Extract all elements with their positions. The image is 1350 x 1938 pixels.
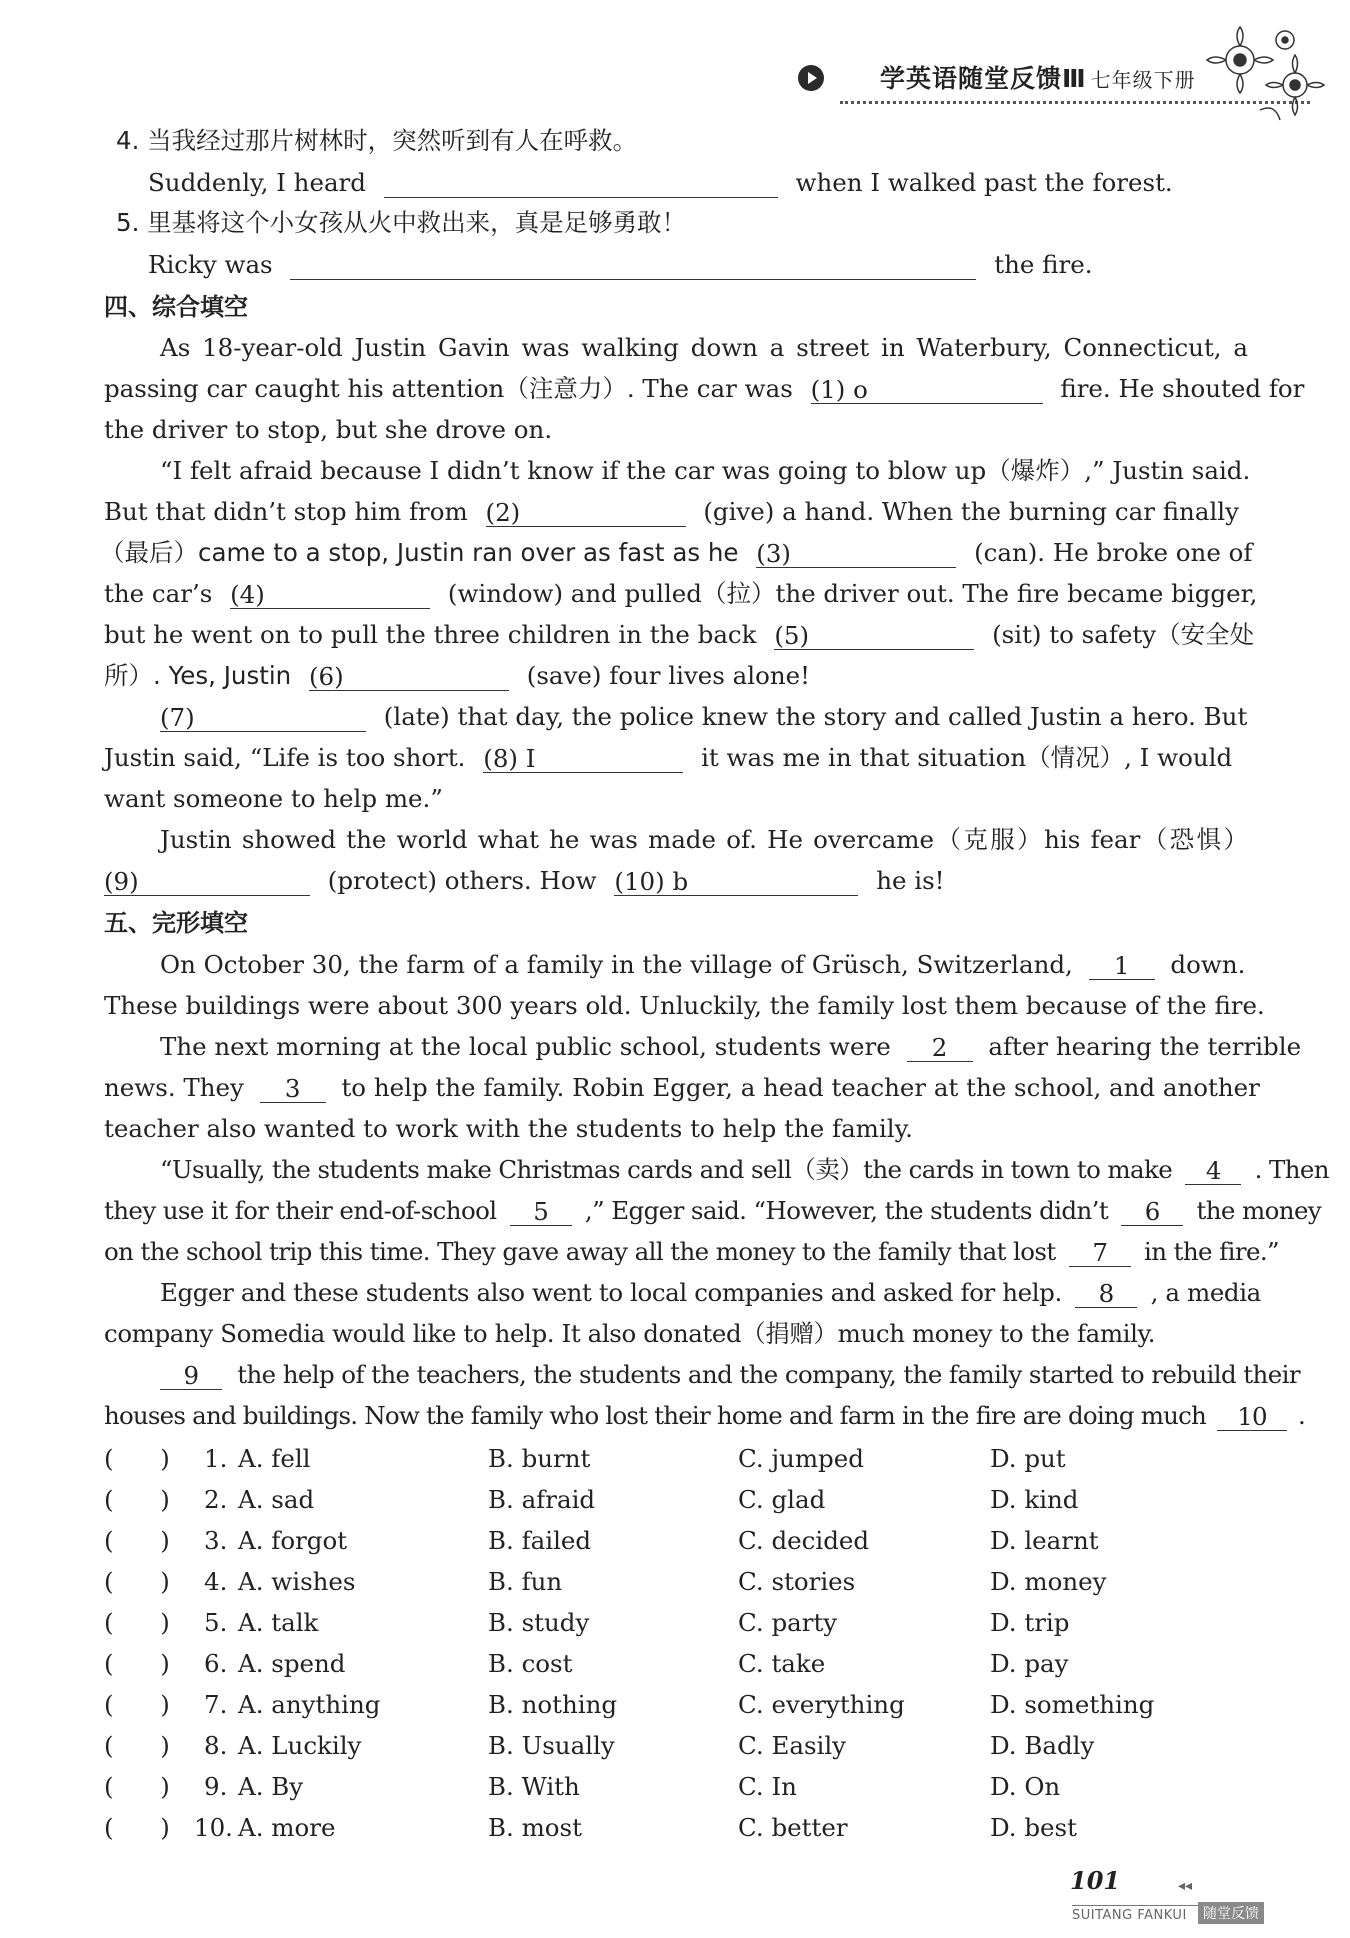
option-a[interactable]: A. Luckily [238, 1731, 362, 1760]
option-d[interactable]: D. On [990, 1772, 1061, 1801]
s4-text: (late) that day, the police knew the story and called Justin a hero. But [383, 702, 1248, 731]
s4-text: (sit) to safety（安全处 [992, 620, 1255, 649]
option-a[interactable]: A. spend [238, 1649, 346, 1678]
s5-text: they use it for their end-of-school [104, 1196, 497, 1225]
s5-p3-line1 [160, 1155, 1329, 1185]
s4-p4-line2 [104, 866, 945, 896]
s4-p1-line3: the driver to stop, but she drove on. [104, 415, 553, 444]
play-icon [798, 65, 824, 91]
s5-text: “Usually, the students make Christmas cards and sell（卖）the cards in town to make [160, 1155, 1173, 1184]
s4-p1-line2 [104, 374, 1304, 404]
s5-text: to help the family. Robin Egger, a head teacher at the school, and another [341, 1073, 1260, 1102]
section-4-heading: 四、综合填空 [104, 293, 248, 321]
answer-bracket[interactable]: ( ) [104, 1608, 170, 1637]
s4-text: (window) and pulled（拉）the driver out. The fire became bigger, [447, 579, 1258, 608]
s4-text: (save) four lives alone! [526, 661, 810, 690]
question-number: 3. [204, 1526, 228, 1555]
option-c[interactable]: C. glad [738, 1485, 826, 1514]
option-d[interactable]: D. kind [990, 1485, 1079, 1514]
cloze-blank-10[interactable]: 10 [1217, 1402, 1287, 1431]
series-title: 学英语随堂反馈 [880, 64, 1063, 93]
answer-bracket[interactable]: ( ) [104, 1772, 170, 1801]
option-c[interactable]: C. In [738, 1772, 797, 1801]
cloze-blank-6[interactable]: 6 [1121, 1197, 1183, 1226]
option-c[interactable]: C. Easily [738, 1731, 847, 1760]
question-number: 9. [204, 1772, 228, 1801]
cloze-blank-3[interactable]: 3 [260, 1074, 326, 1103]
option-a[interactable]: A. anything [238, 1690, 381, 1719]
option-c[interactable]: C. stories [738, 1567, 856, 1596]
option-d[interactable]: D. Badly [990, 1731, 1095, 1760]
s4-p2-line6 [104, 661, 810, 691]
grade-label: 七年级下册 [1090, 68, 1196, 92]
option-c[interactable]: C. decided [738, 1526, 870, 1555]
answer-blank-q4[interactable] [384, 169, 778, 198]
question-number: 1. [204, 1444, 228, 1473]
answer-bracket[interactable]: ( ) [104, 1649, 170, 1678]
s4-text: (can). He broke one of [974, 538, 1253, 567]
option-c[interactable]: C. everything [738, 1690, 905, 1719]
flower-decoration-icon [1200, 15, 1340, 135]
s4-p3-line3: want someone to help me.” [104, 784, 443, 813]
option-c[interactable]: C. take [738, 1649, 826, 1678]
option-b[interactable]: B. study [488, 1608, 590, 1637]
s5-text: down. [1170, 950, 1246, 979]
answer-blank-4-3[interactable]: (3) [756, 539, 956, 568]
s4-p2-line4 [104, 579, 1257, 609]
question-number: 5. [204, 1608, 228, 1637]
option-d[interactable]: D. trip [990, 1608, 1070, 1637]
s5-text: . Then [1254, 1155, 1329, 1184]
s4-p3-line2 [104, 743, 1232, 773]
translation-item-5-chinese: 5. 里基将这个小女孩从火中救出来，真是足够勇敢！ [116, 208, 687, 237]
option-c[interactable]: C. better [738, 1813, 848, 1842]
s5-p2-line1 [160, 1032, 1301, 1062]
s5-text: the help of the teachers, the students and the company, the family started to rebuild their [237, 1360, 1300, 1389]
cloze-blank-8[interactable]: 8 [1075, 1279, 1137, 1308]
option-c[interactable]: C. jumped [738, 1444, 864, 1473]
double-left-arrow-icon: ◂◂ [1178, 1878, 1193, 1894]
question-number: 4. [204, 1567, 228, 1596]
s4-text: the car’s [104, 579, 213, 608]
s4-text: （最后）came to a stop, Justin ran over as fast as he [100, 538, 739, 567]
s4-p4-line1: Justin showed the world what he was made of. He overcame（克服）his fear（恐惧） [160, 825, 1248, 854]
option-c[interactable]: C. party [738, 1608, 838, 1637]
page-header [790, 55, 1350, 145]
s4-text: passing car caught his attention（注意力）. The car was [104, 374, 793, 403]
s4-p1-line1: As 18-year-old Justin Gavin was walking down a street in Waterbury, Connecticut, a [160, 333, 1248, 362]
s5-text: news. They [104, 1073, 244, 1102]
cloze-blank-5[interactable]: 5 [510, 1197, 572, 1226]
q5-start: Ricky was [148, 250, 273, 279]
s4-text: 所）. Yes, Justin [104, 661, 292, 690]
answer-blank-q5[interactable] [290, 251, 976, 280]
s4-p2-line1: “I felt afraid because I didn’t know if the car was going to blow up（爆炸）,” Justin said. [160, 456, 1251, 485]
s5-p2-line2 [104, 1073, 1260, 1103]
s5-p1-line2: These buildings were about 300 years old. Unluckily, the family lost them because of the fire. [104, 991, 1265, 1020]
s4-p2-line2 [104, 497, 1239, 527]
option-a[interactable]: A. talk [238, 1608, 319, 1637]
question-number: 10. [194, 1813, 233, 1842]
option-d[interactable]: D. pay [990, 1649, 1069, 1678]
answer-blank-4-9[interactable]: (9) [104, 867, 310, 896]
option-b[interactable]: B. nothing [488, 1690, 618, 1719]
answer-bracket[interactable]: ( ) [104, 1731, 170, 1760]
option-a[interactable]: A. sad [238, 1485, 315, 1514]
s5-text: Egger and these students also went to local companies and asked for help. [160, 1278, 1062, 1307]
s4-text: But that didn’t stop him from [104, 497, 468, 526]
q4-end: when I walked past the forest. [795, 168, 1173, 197]
s4-text: it was me in that situation（情况）, I would [701, 743, 1233, 772]
option-d[interactable]: D. put [990, 1444, 1066, 1473]
answer-bracket[interactable]: ( ) [104, 1567, 170, 1596]
translation-item-4-prompt [148, 168, 1173, 198]
s4-text: but he went on to pull the three children in the back [104, 620, 757, 649]
s5-text: the money [1196, 1196, 1322, 1225]
option-a[interactable]: A. fell [238, 1444, 311, 1473]
s5-p5-line2 [104, 1401, 1305, 1431]
cloze-blank-9[interactable]: 9 [160, 1361, 222, 1390]
s4-text: fire. He shouted for [1060, 374, 1305, 403]
answer-blank-4-2[interactable]: (2) [486, 498, 686, 527]
option-b[interactable]: B. fun [488, 1567, 563, 1596]
question-number: 7. [204, 1690, 228, 1719]
question-number: 8. [204, 1731, 228, 1760]
question-number: 6. [204, 1649, 228, 1678]
s4-text: he is! [876, 866, 945, 895]
option-a[interactable]: A. By [238, 1772, 304, 1801]
answer-blank-4-1[interactable]: (1) o [811, 375, 1043, 404]
s5-text: ,” Egger said. “However, the students didn’t [584, 1196, 1109, 1225]
header-title [880, 59, 1196, 95]
option-b[interactable]: B. burnt [488, 1444, 591, 1473]
s4-text: (protect) others. How [327, 866, 597, 895]
s4-p2-line3 [100, 538, 1252, 568]
s5-p2-line3: teacher also wanted to work with the students to help the family. [104, 1114, 913, 1143]
s5-text: in the fire.” [1144, 1237, 1279, 1266]
question-number: 2. [204, 1485, 228, 1514]
footer-series-pinyin: SUITANG FANKUI [1072, 1908, 1187, 1923]
section-5-heading: 五、完形填空 [104, 909, 248, 937]
option-a[interactable]: A. wishes [238, 1567, 356, 1596]
translation-item-4-chinese: 4. 当我经过那片树林时，突然听到有人在呼救。 [116, 126, 638, 155]
page-number: 101 [1070, 1866, 1121, 1895]
option-a[interactable]: A. more [238, 1813, 336, 1842]
s5-p1-line1 [160, 950, 1245, 980]
answer-blank-4-5[interactable]: (5) [774, 621, 974, 650]
s5-text: The next morning at the local public school, students were [160, 1032, 891, 1061]
option-a[interactable]: A. forgot [238, 1526, 348, 1555]
option-b[interactable]: B. afraid [488, 1485, 596, 1514]
s5-p3-line3 [104, 1237, 1279, 1267]
answer-bracket[interactable]: ( ) [104, 1485, 170, 1514]
option-d[interactable]: D. best [990, 1813, 1077, 1842]
answer-bracket[interactable]: ( ) [104, 1444, 170, 1473]
answer-blank-4-8[interactable]: (8) I [483, 744, 683, 773]
answer-bracket[interactable]: ( ) [104, 1690, 170, 1719]
option-b[interactable]: B. most [488, 1813, 582, 1842]
cloze-blank-4[interactable]: 4 [1185, 1156, 1241, 1185]
option-d[interactable]: D. money [990, 1567, 1107, 1596]
cloze-blank-1[interactable]: 1 [1089, 951, 1155, 980]
s5-p4-line1 [160, 1278, 1261, 1308]
s5-text: . [1298, 1401, 1306, 1430]
option-d[interactable]: D. something [990, 1690, 1155, 1719]
s5-text: , a media [1150, 1278, 1261, 1307]
answer-blank-4-10[interactable]: (10) b [614, 867, 858, 896]
option-b[interactable]: B. Usually [488, 1731, 615, 1760]
series-level: Ⅲ [1062, 64, 1087, 93]
q5-end: the fire. [994, 250, 1093, 279]
s5-p5-line1 [160, 1360, 1300, 1390]
s5-p4-line2: company Somedia would like to help. It also donated（捐赠）much money to the family. [104, 1319, 1156, 1348]
s5-text: after hearing the terrible [988, 1032, 1302, 1061]
s5-p3-line2 [104, 1196, 1321, 1226]
q4-start: Suddenly, I heard [148, 168, 366, 197]
footer-series-badge: 随堂反馈 [1198, 1902, 1264, 1924]
s5-text: On October 30, the farm of a family in the village of Grüsch, Switzerland, [160, 950, 1073, 979]
s5-text: on the school trip this time. They gave away all the money to the family that lost [104, 1237, 1056, 1266]
answer-bracket[interactable]: ( ) [104, 1813, 170, 1842]
s4-p2-line5 [104, 620, 1254, 650]
cloze-blank-2[interactable]: 2 [907, 1033, 973, 1062]
s5-text: houses and buildings. Now the family who lost their home and farm in the fire are doing much [104, 1401, 1207, 1430]
option-b[interactable]: B. With [488, 1772, 580, 1801]
s4-text: (give) a hand. When the burning car finally [703, 497, 1239, 526]
s4-p3-line1 [160, 702, 1247, 732]
answer-bracket[interactable]: ( ) [104, 1526, 170, 1555]
option-b[interactable]: B. failed [488, 1526, 592, 1555]
answer-blank-4-7[interactable]: (7) [160, 703, 366, 732]
answer-blank-4-6[interactable]: (6) [309, 662, 509, 691]
answer-blank-4-4[interactable]: (4) [230, 580, 430, 609]
cloze-blank-7[interactable]: 7 [1069, 1238, 1131, 1267]
s4-text: Justin said, “Life is too short. [104, 743, 466, 772]
option-d[interactable]: D. learnt [990, 1526, 1099, 1555]
translation-item-5-prompt [148, 250, 1093, 280]
option-b[interactable]: B. cost [488, 1649, 573, 1678]
